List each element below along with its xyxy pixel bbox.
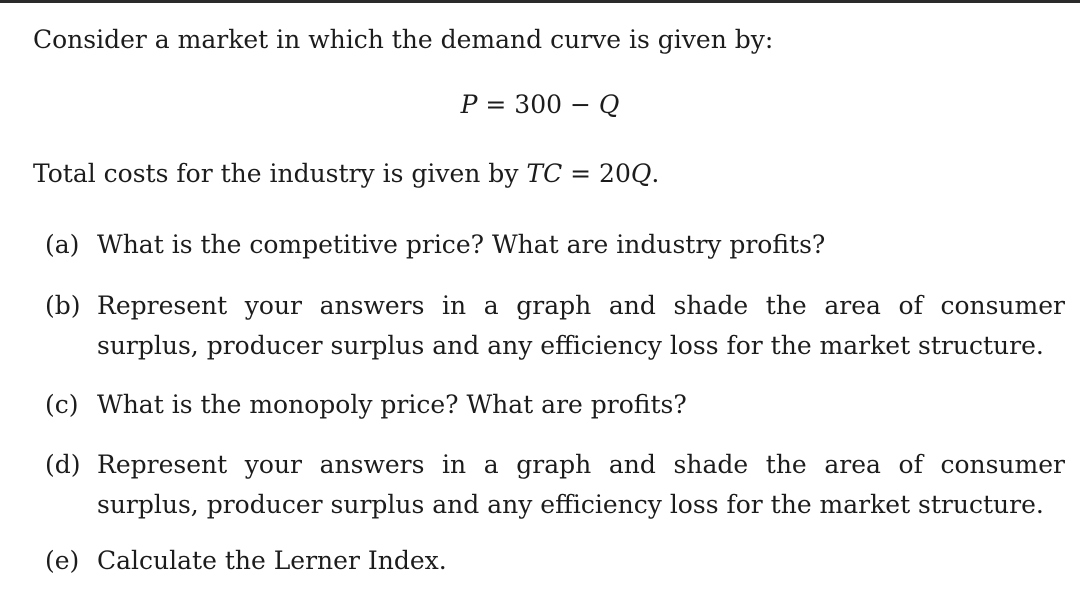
total-costs-var: TC <box>526 159 563 188</box>
equation-lhs: P <box>460 90 478 119</box>
question-text: What is the competitive price? What are industry profits? <box>97 230 826 259</box>
question-text: Represent your answers in a graph and shade the area of consumer surplus, producer surplus and any efficiency loss for the market structure. <box>97 450 1065 519</box>
top-rule <box>0 0 1080 3</box>
question-text: Represent your answers in a graph and shade the area of consumer surplus, producer surplus and any efficiency loss for the market structure. <box>97 291 1065 360</box>
question-item <box>45 286 1065 366</box>
question-item <box>45 541 1065 581</box>
question-label: (e) <box>45 546 80 575</box>
question-text: What is the monopoly price? What are profits? <box>97 390 687 419</box>
equation-rhs-text: = 300 − <box>477 90 599 119</box>
question-label: (d) <box>45 450 81 479</box>
question-item <box>45 445 1065 525</box>
equation-rhs-var: Q <box>598 90 620 119</box>
question-item <box>45 385 1065 425</box>
total-costs-suffix: = 20 <box>562 159 631 188</box>
total-costs-text <box>33 159 659 189</box>
question-text: Calculate the Lerner Index. <box>97 546 447 575</box>
question-item <box>45 225 1065 265</box>
question-label: (a) <box>45 230 80 259</box>
total-costs-end: . <box>651 159 660 188</box>
question-label: (b) <box>45 291 81 320</box>
question-label: (c) <box>45 390 79 419</box>
demand-equation <box>0 90 1080 120</box>
total-costs-var2: Q <box>630 159 652 188</box>
total-costs-prefix: Total costs for the industry is given by <box>33 159 527 188</box>
intro-text: Consider a market in which the demand curve is given by: <box>33 25 774 54</box>
